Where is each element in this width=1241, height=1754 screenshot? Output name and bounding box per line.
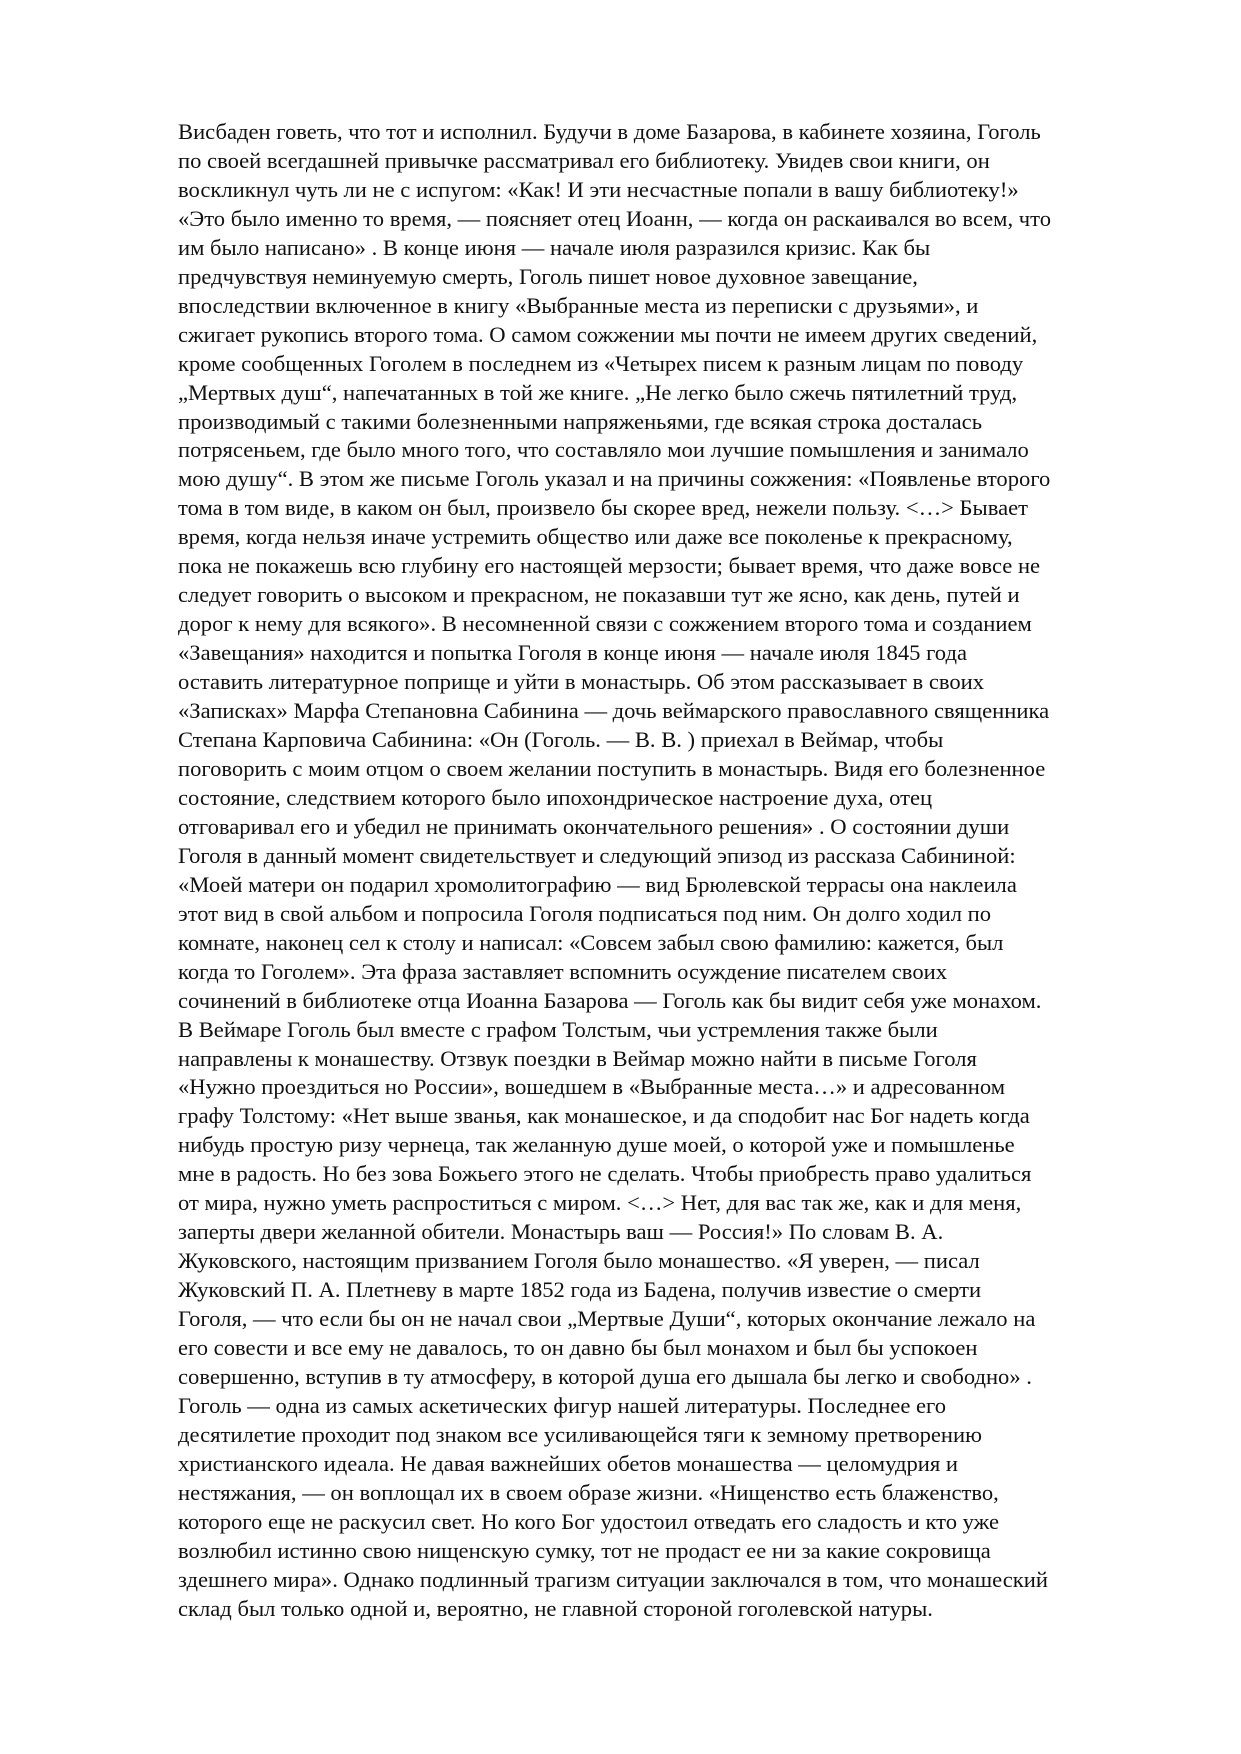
text-line: «Это было именно то время, — поясняет отец Иоанн, — когда он раскаивался во всем, что [178,205,1052,231]
text-line: «Завещания» находится и попытка Гоголя в конце июня — начале июля 1845 года [178,640,967,666]
text-line: этот вид в свой альбом и попросила Гоголя подписаться под ним. Он долго ходил по [178,900,992,926]
text-line: отговаривал его и убедил не принимать окончательного решения» . О состоянии души [178,813,1010,839]
text-line: Степана Карповича Сабинина: «Он (Гоголь. — В. В. ) приехал в Веймар, чтобы [178,727,944,753]
text-line: потрясеньем, где было много того, что составляло мои лучшие помышления и занимало [178,437,1029,463]
text-line: мне в радость. Но без зова Божьего этого не сделать. Чтобы приобресть право удалиться [178,1161,1032,1187]
text-line: В Веймаре Гоголь был вместе с графом Толстым, чьи устремления также были [178,1016,938,1042]
text-line: им было написано» . В конце июня — начале июля разразился кризис. Как бы [178,234,931,260]
text-line: „Мертвых душ“, напечатанных в той же книге. „Не легко было сжечь пятилетний труд, [178,379,1018,405]
text-line: десятилетие проходит под знаком все усиливающейся тяги к земному претворению [178,1421,982,1447]
text-line: впоследствии включенное в книгу «Выбранные места из переписки с друзьями», и [178,292,979,318]
text-line: его совести и все ему не давалось, то он давно бы был монахом и был бы успокоен [178,1335,978,1361]
text-line: по своей всегдашней привычке рассматривал его библиотеку. Увидев свои книги, он [178,147,990,173]
text-line: заперты двери желанной обители. Монастырь ваш — Россия!» По словам В. А. [178,1219,944,1245]
body-text [178,118,1178,1624]
text-line: сочинений в библиотеке отца Иоанна Базарова — Гоголь как бы видит себя уже монахом. [178,987,1042,1013]
text-line: производимый с такими болезненными напряженьями, где всякая строка досталась [178,408,983,434]
text-line: «Записках» Марфа Степановна Сабинина — дочь веймарского православного священника [178,698,1050,724]
text-line: христианского идеала. Не давая важнейших обетов монашества — целомудрия и [178,1450,958,1476]
text-line: оставить литературное поприще и уйти в монастырь. Об этом рассказывает в своих [178,669,985,695]
text-line: склад был только одной и, вероятно, не главной стороной гоголевской натуры. [178,1595,933,1621]
text-line: Висбаден говеть, что тот и исполнил. Будучи в доме Базарова, в кабинете хозяина, Гоголь [178,119,1041,144]
text-line: Гоголь — одна из самых аскетических фигур нашей литературы. Последнее его [178,1392,947,1418]
text-line: Жуковского, настоящим призванием Гоголя было монашество. «Я уверен, — писал [178,1248,980,1274]
text-line: поговорить с моим отцом о своем желании поступить в монастырь. Видя его болезненное [178,755,1046,781]
text-line: тома в том виде, в каком он был, произвело бы скорее вред, нежели пользу. <…> Бывает [178,495,1029,521]
text-line: Жуковский П. А. Плетневу в марте 1852 года из Бадена, получив известие о смерти [178,1277,982,1303]
text-line: время, когда нельзя иначе устремить общество или даже все поколенье к прекрасному, [178,524,1013,550]
text-line: которого еще не раскусил свет. Но кого Бог удостоил отведать его сладость и кто уже [178,1508,999,1534]
text-line: мою душу“. В этом же письме Гоголь указал и на причины сожжения: «Появленье второго [178,466,1051,492]
text-line: Гоголя, — что если бы он не начал свои „Мертвые Души“, которых окончание лежало на [178,1306,1036,1332]
text-line: от мира, нужно уметь распроститься с миром. <…> Нет, для вас так же, как и для меня, [178,1190,1022,1216]
text-line: нибудь простую ризу чернеца, так желанную душе моей, о которой уже и помышленье [178,1132,1015,1158]
text-line: графу Толстому: «Нет выше званья, как монашеское, и да сподобит нас Бог надеть когда [178,1103,1030,1129]
text-line: здешнего мира». Однако подлинный трагизм ситуации заключался в том, что монашеский [178,1566,1048,1592]
text-line: нестяжания, — он воплощал их в своем образе жизни. «Нищенство есть блаженство, [178,1479,999,1505]
text-line: комнате, наконец сел к столу и написал: «Совсем забыл свою фамилию: кажется, был [178,929,1004,955]
text-line: сжигает рукопись второго тома. О самом сожжении мы почти не имеем других сведений, [178,321,1038,347]
text-line: предчувствуя неминуемую смерть, Гоголь пишет новое духовное завещание, [178,263,918,289]
text-line: направлены к монашеству. Отзвук поездки в Веймар можно найти в письме Гоголя [178,1045,977,1071]
text-line: «Моей матери он подарил хромолитографию — вид Брюлевской террасы она наклеила [178,871,1017,897]
text-line: воскликнул чуть ли не с испугом: «Как! И эти несчастные попали в вашу библиотеку!» [178,176,1019,202]
text-line: совершенно, вступив в ту атмосферу, в которой душа его дышала бы легко и свободно» . [178,1363,1032,1389]
text-line: состояние, следствием которого было ипохондрическое настроение духа, отец [178,784,933,810]
text-line: возлюбил истинно свою нищенскую сумку, тот не продаст ее ни за какие сокровища [178,1537,991,1563]
text-line: «Нужно проездиться но России», вошедшем в «Выбранные места…» и адресованном [178,1074,1005,1100]
text-line: пока не покажешь всю глубину его настоящей мерзости; бывает время, что даже вовсе не [178,553,1041,579]
text-line: дорог к нему для всякого». В несомненной связи с сожжением второго тома и созданием [178,611,1032,637]
text-line: когда то Гоголем». Эта фраза заставляет вспомнить осуждение писателем своих [178,958,948,984]
text-line: Гоголя в данный момент свидетельствует и следующий эпизод из рассказа Сабининой: [178,842,1016,868]
text-line: следует говорить о высоком и прекрасном, не показавши тут же ясно, как день, путей и [178,582,1020,608]
text-line: кроме сообщенных Гоголем в последнем из «Четырех писем к разным лицам по поводу [178,350,1024,376]
